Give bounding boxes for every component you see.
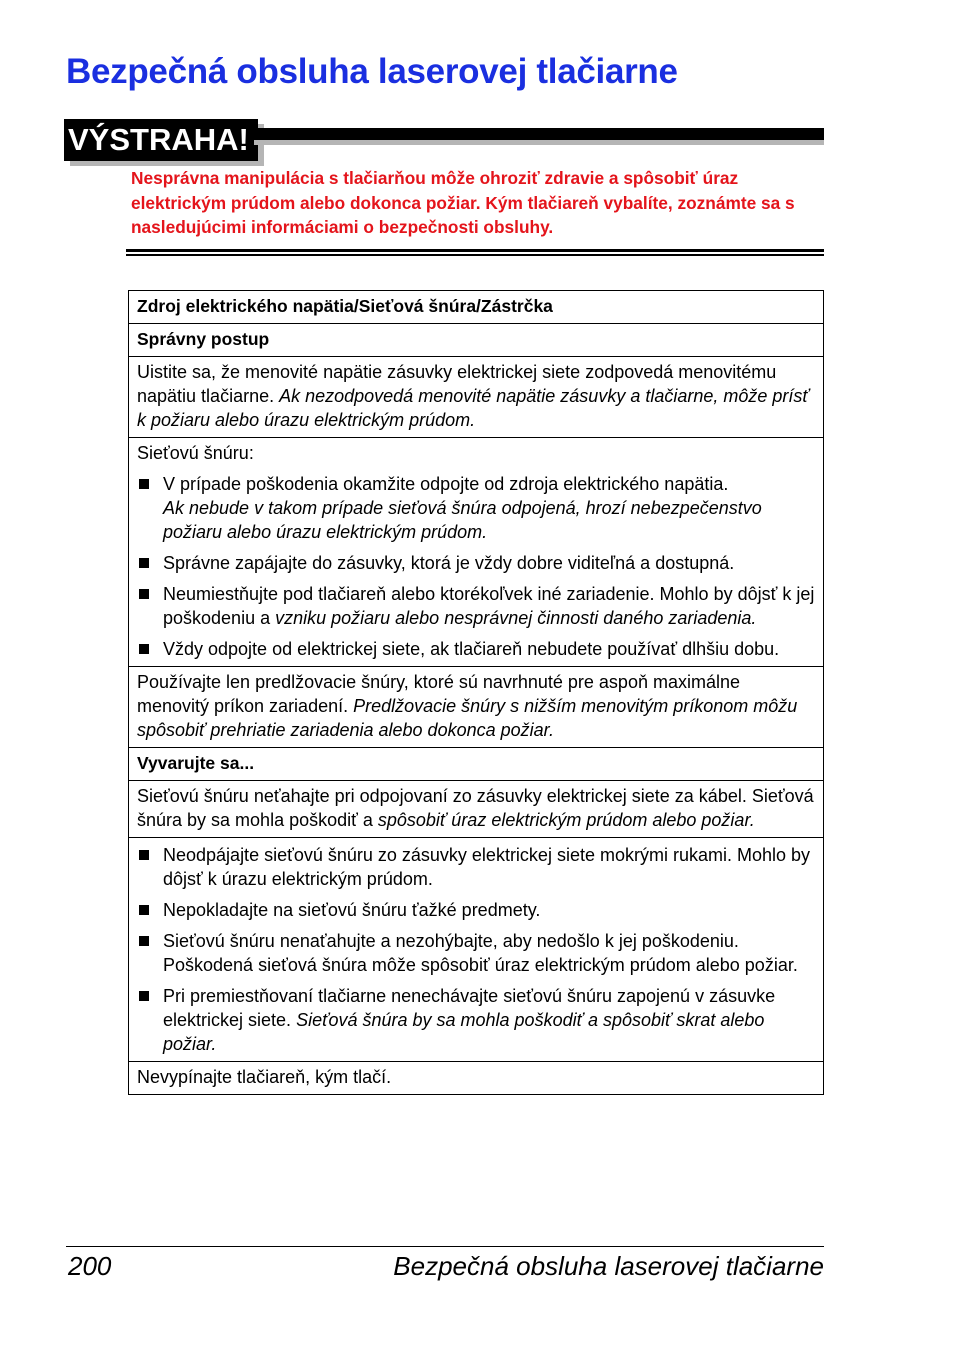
bullet-list	[137, 472, 816, 661]
item-text-italic: vzniku požiaru alebo nesprávnej činnosti daného zariadenia.	[275, 608, 757, 628]
item-text: Správne zapájajte do zásuvky, ktorá je vždy dobre viditeľná a dostupná.	[163, 553, 735, 573]
list-item	[137, 472, 816, 544]
list-item	[137, 551, 816, 575]
item-text: Sieťovú šnúru nenaťahujte a nezohýbajte, aby nedošlo k jej poškodeniu. Poškodená sieťová šnúra môže spôsobiť úraz elektrickým prúdom alebo požiar.	[163, 931, 798, 975]
section-header: Zdroj elektrického napätia/Sieťová šnúra/Zástrčka	[129, 291, 824, 324]
item-text: V prípade poškodenia okamžite odpojte od zdroja elektrického napätia.	[163, 474, 729, 494]
page-title: Bezpečná obsluha laserovej tlačiarne	[66, 52, 678, 91]
item-text: Vždy odpojte od elektrickej siete, ak tlačiareň nebudete používať dlhšiu dobu.	[163, 639, 780, 659]
list-item	[137, 843, 816, 891]
list-item	[137, 637, 816, 661]
safety-table	[128, 290, 824, 1095]
cell-text-italic: spôsobiť úraz elektrickým prúdom alebo požiar.	[377, 810, 755, 830]
item-text-italic: Sieťová šnúra by sa mohla poškodiť a spôsobiť skrat alebo požiar.	[163, 1010, 765, 1054]
table-row	[129, 748, 824, 781]
list-item	[137, 898, 816, 922]
table-row	[129, 438, 824, 667]
table-cell	[129, 667, 824, 748]
footer-rule	[66, 1246, 824, 1247]
table-cell: Nevypínajte tlačiareň, kým tlačí.	[129, 1062, 824, 1095]
correct-procedure-header: Správny postup	[129, 324, 824, 357]
table-row	[129, 781, 824, 838]
footer-title: Bezpečná obsluha laserovej tlačiarne	[393, 1251, 824, 1281]
table-cell	[129, 357, 824, 438]
item-text: Neumiestňujte pod tlačiareň alebo ktorékoľvek iné zariadenie. Mohlo by dôjsť k jej poškodeniu a	[163, 584, 815, 628]
avoid-header: Vyvarujte sa...	[129, 748, 824, 781]
cell-text-italic: Ak nezodpovedá menovité napätie zásuvky a tlačiarne, môže prísť k požiaru alebo úrazu elektrickým prúdom.	[137, 386, 809, 430]
table-row	[129, 838, 824, 1062]
cell-text-italic: Predlžovacie šnúry s nižším menovitým príkonom môžu spôsobiť prehriatie zariadenia alebo dokonca požiar.	[137, 696, 798, 740]
table-row	[129, 1062, 824, 1095]
table-row	[129, 667, 824, 748]
item-text: Pri premiestňovaní tlačiarne nenechávajte sieťovú šnúru zapojenú v zásuvke elektrickej siete.	[163, 986, 776, 1030]
warning-rule	[254, 128, 824, 140]
cell-text: Uistite sa, že menovité napätie zásuvky elektrickej siete zodpovedá menovitému napätiu tlačiarne.	[137, 362, 777, 406]
table-cell	[129, 838, 824, 1062]
list-item	[137, 582, 816, 630]
page-number: 200	[68, 1251, 112, 1281]
list-item	[137, 984, 816, 1056]
cell-text: Používajte len predlžovacie šnúry, ktoré sú navrhnuté pre aspoň maximálne menovitý príkon zariadení.	[137, 672, 740, 716]
cell-intro: Sieťovú šnúru:	[137, 443, 254, 463]
table-row	[129, 324, 824, 357]
warning-banner	[64, 119, 824, 164]
item-text: Neodpájajte sieťovú šnúru zo zásuvky elektrickej siete mokrými rukami. Mohlo by dôjsť k úrazu elektrickým prúdom.	[163, 845, 811, 889]
table-cell	[129, 781, 824, 838]
warning-end-rule-thin	[126, 254, 824, 256]
warning-label: VÝSTRAHA!	[64, 119, 258, 161]
bullet-list	[137, 843, 816, 1056]
warning-text: Nesprávna manipulácia s tlačiarňou môže ohroziť zdravie a spôsobiť úraz elektrickým prúdom alebo dokonca požiar. Kým tlačiareň vybalíte, zoznámte sa s nasledujúcimi informáciami o bezpečnosti obsluhy.	[131, 168, 795, 237]
table-row	[129, 357, 824, 438]
cell-text: Sieťovú šnúru neťahajte pri odpojovaní zo zásuvky elektrickej siete za kábel. Sieťová šnúra by sa mohla poškodiť a	[137, 786, 814, 830]
table-cell	[129, 438, 824, 667]
item-text: Nepokladajte na sieťovú šnúru ťažké predmety.	[163, 900, 541, 920]
item-text-italic: Ak nebude v takom prípade sieťová šnúra odpojená, hrozí nebezpečenstvo požiaru alebo úrazu elektrickým prúdom.	[163, 498, 762, 542]
table-row	[129, 291, 824, 324]
warning-end-rule	[126, 249, 824, 252]
list-item	[137, 929, 816, 977]
